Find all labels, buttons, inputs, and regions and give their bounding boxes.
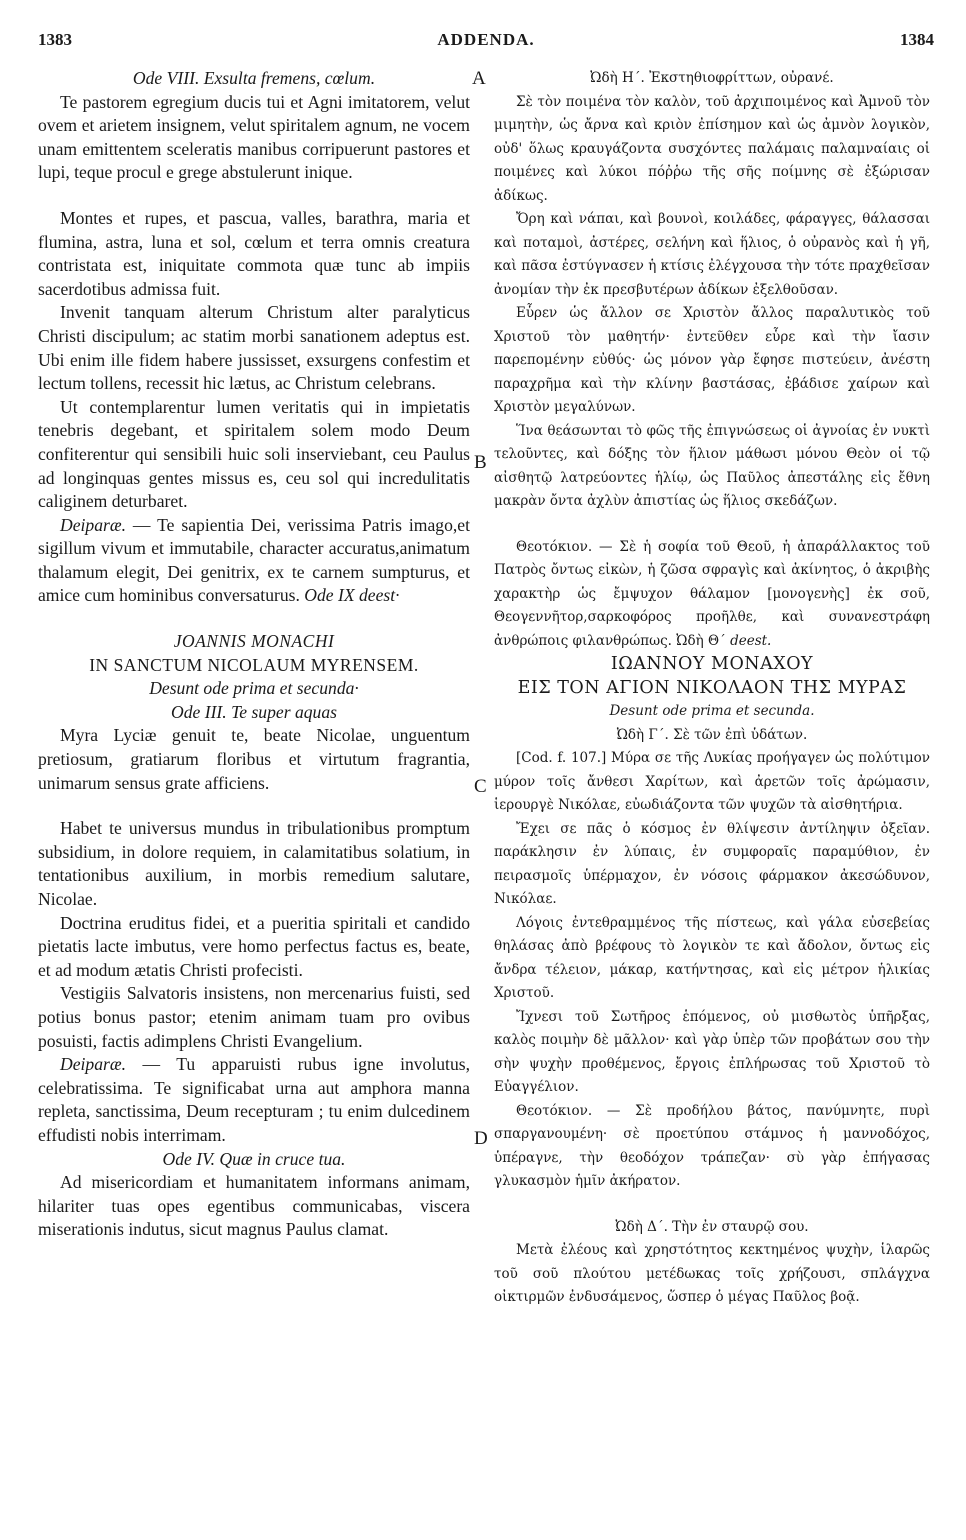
greek-ode3-title: Ὠδὴ Γ΄. Σὲ τῶν ἐπὶ ὑδάτων. [616,726,808,743]
greek-paragraph: [Cod. f. 107.] Μύρα σε τῆς Λυκίας προήγαγεν ὡς πολύτιμον μύρον τοῖς ἄνθεσι Χαρίτων, καὶ ἀρετῶν τοῖς ἀρώμασιν, ἱερουργὲ Νικόλαε, εὐωδιάζοντα τῶν ψυχῶν τὰ αἰσθητήρια. [494,750,930,813]
greek-theotokion-text: Θεοτόκιον. — Σὲ ἡ σοφία τοῦ Θεοῦ, ἡ ἀπαράλλακτος τοῦ Πατρὸς ὄντως εἰκὼν, ἡ ζῶσα σφραγὶς καὶ ἀκίνητος, ὁ ἀκριβὴς χαρακτὴρ ὡς ἔμψυχον θάλαμον [μονογενὴς] ἐκ σοῦ, Θεογεννῆτορ,σαρκοφόρος προῆλθε, καὶ συνανεστράφη ἀνθρώποις φιλανθρώπως. Ὠδὴ Θ΄ [494,538,930,649]
latin-deiparae-text: — Tu apparuisti rubus igne involutus, celebratissima. Te significabat urna aut amphora manna repleta, sanctissima, Deum recepturam ; tu enim dulcedinem effudisti nobis interrimam. [38,1054,470,1145]
latin-deiparae-paragraph [38,1053,470,1147]
latin-ode3-title: Ode III. Te super aquas [171,701,337,722]
latin-deiparae-text: — Te sapientia Dei, verissima Patris imago,et sigillum vivum et immutabile, character accuratus,animatum thalamum elegit, Dei genitrix, ex te carnem sumpturus, et amice cum hominibus conversaturus. [38,514,470,606]
latin-paragraph: Vestigiis Salvatoris insistens, non mercenarius fuisti, sed potius bonus pastor; etenim animam tuam pro ovibus posuisti, factis adimplens Christi Evangelium. [38,983,470,1051]
margin-marker-a: A [472,68,486,89]
greek-ode9-note: deest. [730,632,772,649]
latin-paragraph: Ad misericordiam et humanitatem informans animam, hilariter tuas opes egentibus communicabas, viscera miserationis indutus, sicut magnus Paulus clamat. [38,1172,470,1240]
latin-paragraph: Ut contemplarentur lumen veritatis qui in impietatis tenebris degebant, et spiritalem solem modo Deum confiterentur qui sensibili huic soli inserviebant, ceu Paulus ad longinquas gentes missus es, ceu sol qui incredulitatis caliginem deturbaret. [38,396,470,512]
greek-ode8-title: Ὠδὴ Η΄. Ἐκστηθιοφρίττων, οὐρανέ. [590,70,834,86]
greek-paragraph: Ἵνα θεάσωνται τὸ φῶς τῆς ἐπιγνώσεως οἱ ἀγνοίας ἐν νυκτὶ τελοῦντες, καὶ δόξης τὸν ἥλιον μάθωσι μόνου Θεὸν οἱ τῷ αἰσθητῷ λατρεύοντες ἡλίῳ, ὡς Παῦλος ἀπεστάλης εἰς ἔθνη μακρὰν ὄντα ἀχλὺν ἀπιστίας ὡς ἥλιος σκεδάζων. [494,422,930,509]
latin-ode4-title: Ode IV. Quæ in cruce tua. [162,1148,346,1169]
page-number-left: 1383 [38,30,72,49]
latin-deiparae-paragraph [38,514,470,608]
latin-column [38,67,470,1242]
latin-paragraph: Habet te universus mundus in tribulationibus promptum subsidium, in dolore requiem, in calamitatibus solatium, in tentationibus auxilium, in morbis remedium salutare, Nicolae. [38,818,470,909]
greek-paragraph: Σὲ τὸν ποιμένα τὸν καλὸν, τοῦ ἀρχιποιμένος καὶ Ἀμνοῦ τὸν μιμητὴν, ὡς ἄρνα καὶ κριὸν ἐπίσημον καὶ ὡς ἀμνὸν λογικὸν, οὐδ' ὅλως κραυγάζοντα συσχόντες παλάμαις παλαμναίαις οἱ ποιμένες καὶ λύκοι πόῤῥω τῆς σῆς ποίμνης σὲ ἐξώρισαν ἀδίκως. [494,93,930,204]
margin-marker-c: C [474,776,487,797]
greek-paragraph: Εὗρεν ὡς ἄλλον σε Χριστὸν ἄλλος παραλυτικὸς τοῦ Χριστοῦ τὸν μαθητήν· ἐντεῦθεν εὗρε καὶ τὴν ἴασιν παρεπομένην εὐθύς· ὡς μόνον γὰρ ἔφησε πιστεύειν, ἀνέστη παραχρῆμα καὶ τὴν κλίνην βαστάσας, ἐβάδισε χαίρων καὶ Χριστὸν μεγαλύνων. [494,305,930,415]
greek-paragraph: Ὄρη καὶ νάπαι, καὶ βουνοὶ, κοιλάδες, φάραγγες, θάλασσαι καὶ ποταμοὶ, ἀστέρες, σελήνη καὶ ἥλιος, ὁ οὐρανὸς καὶ ἡ γῆ, καὶ πᾶσα ἐστύγνασεν ἡ κτίσις ἐλέγχουσα τὴν τότε πραχθεῖσαν ἀνομίαν τὴν ἐκ πρεσβυτέρων ἀδίκων ἐξελθοῦσαν. [494,211,930,298]
greek-ode4-title: Ὠδὴ Δ΄. Τὴν ἐν σταυρῷ σου. [615,1218,809,1235]
greek-paragraph: Ἴχνεσι τοῦ Σωτῆρος ἑπόμενος, οὐ μισθωτὸς ὑπῆρξας, καλὸς ποιμὴν δὲ μᾶλλον· καὶ γὰρ ὑπὲρ τῶν προβάτων σου τὴν σὴν ψυχὴν προθέμενος, ἔργοις ἐπλήρωσας τοῦ Χριστοῦ τὸ Εὐαγγέλιον. [494,1008,930,1095]
latin-deiparae-label: Deiparæ. [60,514,126,535]
latin-paragraph: Doctrina eruditus fidei, et a pueritia spiritali et candido pietatis lacte imbutus, vere homo perfectus factus es, beate, et ad modum ætatis Christi profecisti. [38,912,470,980]
latin-ode8-title: Ode VIII. Exsulta fremens, cœlum. [132,68,376,88]
greek-paragraph: Λόγοις ἐντεθραμμένος τῆς πίστεως, καὶ γάλα εὐσεβείας θηλάσας ἀπὸ βρέφους τὸ λογικὸν τε καὶ ἄδολον, ὄντως εἰς ἄνδρα τέλειον, μάκαρ, κατήντησας, καὶ εἰς μέτρον ἡλικίας Χριστοῦ. [494,914,930,1001]
greek-column [494,67,930,1310]
latin-deiparae-label: Deiparæ. [60,1054,126,1075]
greek-theotokion-paragraph [494,536,930,654]
greek-paragraph: Ἔχει σε πᾶς ὁ κόσμος ἐν θλίψεσιν ἀντίληψιν ὀξεῖαν. παράκλησιν ἐν λύπαις, ἐν συμφοραῖς παραμύθιον, ἐν πειρασμοῖς ὑπέρμαχον, ἐν νόσοις φάρμακον ἀκεσώδυνον, Νικόλαε. [494,820,930,907]
greek-paragraph: Μετὰ ἐλέους καὶ χρηστότητος κεκτημένος ψυχὴν, ἱλαρῶς τοῦ σοῦ πλούτου μετέδωκας τοῖς χρήζουσι, σπλάγχνα οἰκτιρμῶν ἐνδυσάμενος, ὥσπερ ὁ μέγας Παῦλος βοᾷ. [494,1242,930,1305]
page-header [38,30,934,60]
running-title: ADDENDA. [437,30,535,49]
latin-ode9-note: Ode IX deest· [304,585,400,606]
greek-desunt-note: Desunt ode prima et secunda. [609,703,815,719]
latin-paragraph: Montes et rupes, et pascua, valles, barathra, maria et flumina, astra, luna et sol, cœlum et terra omnis creatura contristata est, iniquitate commota quæ tunc ab impiis sacerdotibus admissa fuit. [38,207,470,299]
margin-marker-b: B [474,452,487,473]
latin-paragraph: Myra Lyciæ genuit te, beate Nicolae, unguentum pretiosum, gratiarum floribus et virtutum fragrantia, unimarum sensus grate afficiens. [38,725,470,793]
greek-paragraph: Θεοτόκιον. — Σὲ προδήλου βάτος, πανύμνητε, πυρὶ σπαργανουμένη· σὲ προετύπου στάμνος ἡ μαννοδόχος, ὑπέραγνε, τὴν θεοδόχον τράπεζαν· σὺ γὰρ ἐπήγασας γλυκασμὸν ἡμῖν ἀκήρατον. [494,1102,930,1189]
latin-paragraph: Invenit tanquam alterum Christum alter paralyticus Christi discipulum; ac statim morbi sanationem adeptus est. Ubi enim ille fidem habere jussisset, exsurgens confestim et lectum tollens, recessit hic lætus, ac Christum celebrans. [38,302,470,394]
greek-title-heading: ΕΙΣ ΤΟΝ ΑΓΙΟΝ ΝΙΚΟΛΑΟΝ ΤΗΣ ΜΥΡΑΣ [517,677,907,698]
page-number-right: 1384 [900,30,934,49]
latin-paragraph: Te pastorem egregium ducis tui et Agni imitatorem, velut ovem et arietem insignem, velut spiritalem agnum, ne vocem unam emittentem sceleratis manibus corripuerunt pastores et lupi, teque procul e grege abstulerunt inique. [38,91,470,183]
margin-marker-d: D [474,1128,488,1149]
latin-desunt-note: Desunt ode prima et secunda· [149,678,359,699]
greek-author-heading: ΙΩΑΝΝΟΥ ΜΟΝΑΧΟΥ [610,654,814,674]
latin-author-heading: JOANNIS MONACHI [173,631,335,652]
latin-title-heading: IN SANCTUM NICOLAUM MYRENSEM. [89,654,419,675]
